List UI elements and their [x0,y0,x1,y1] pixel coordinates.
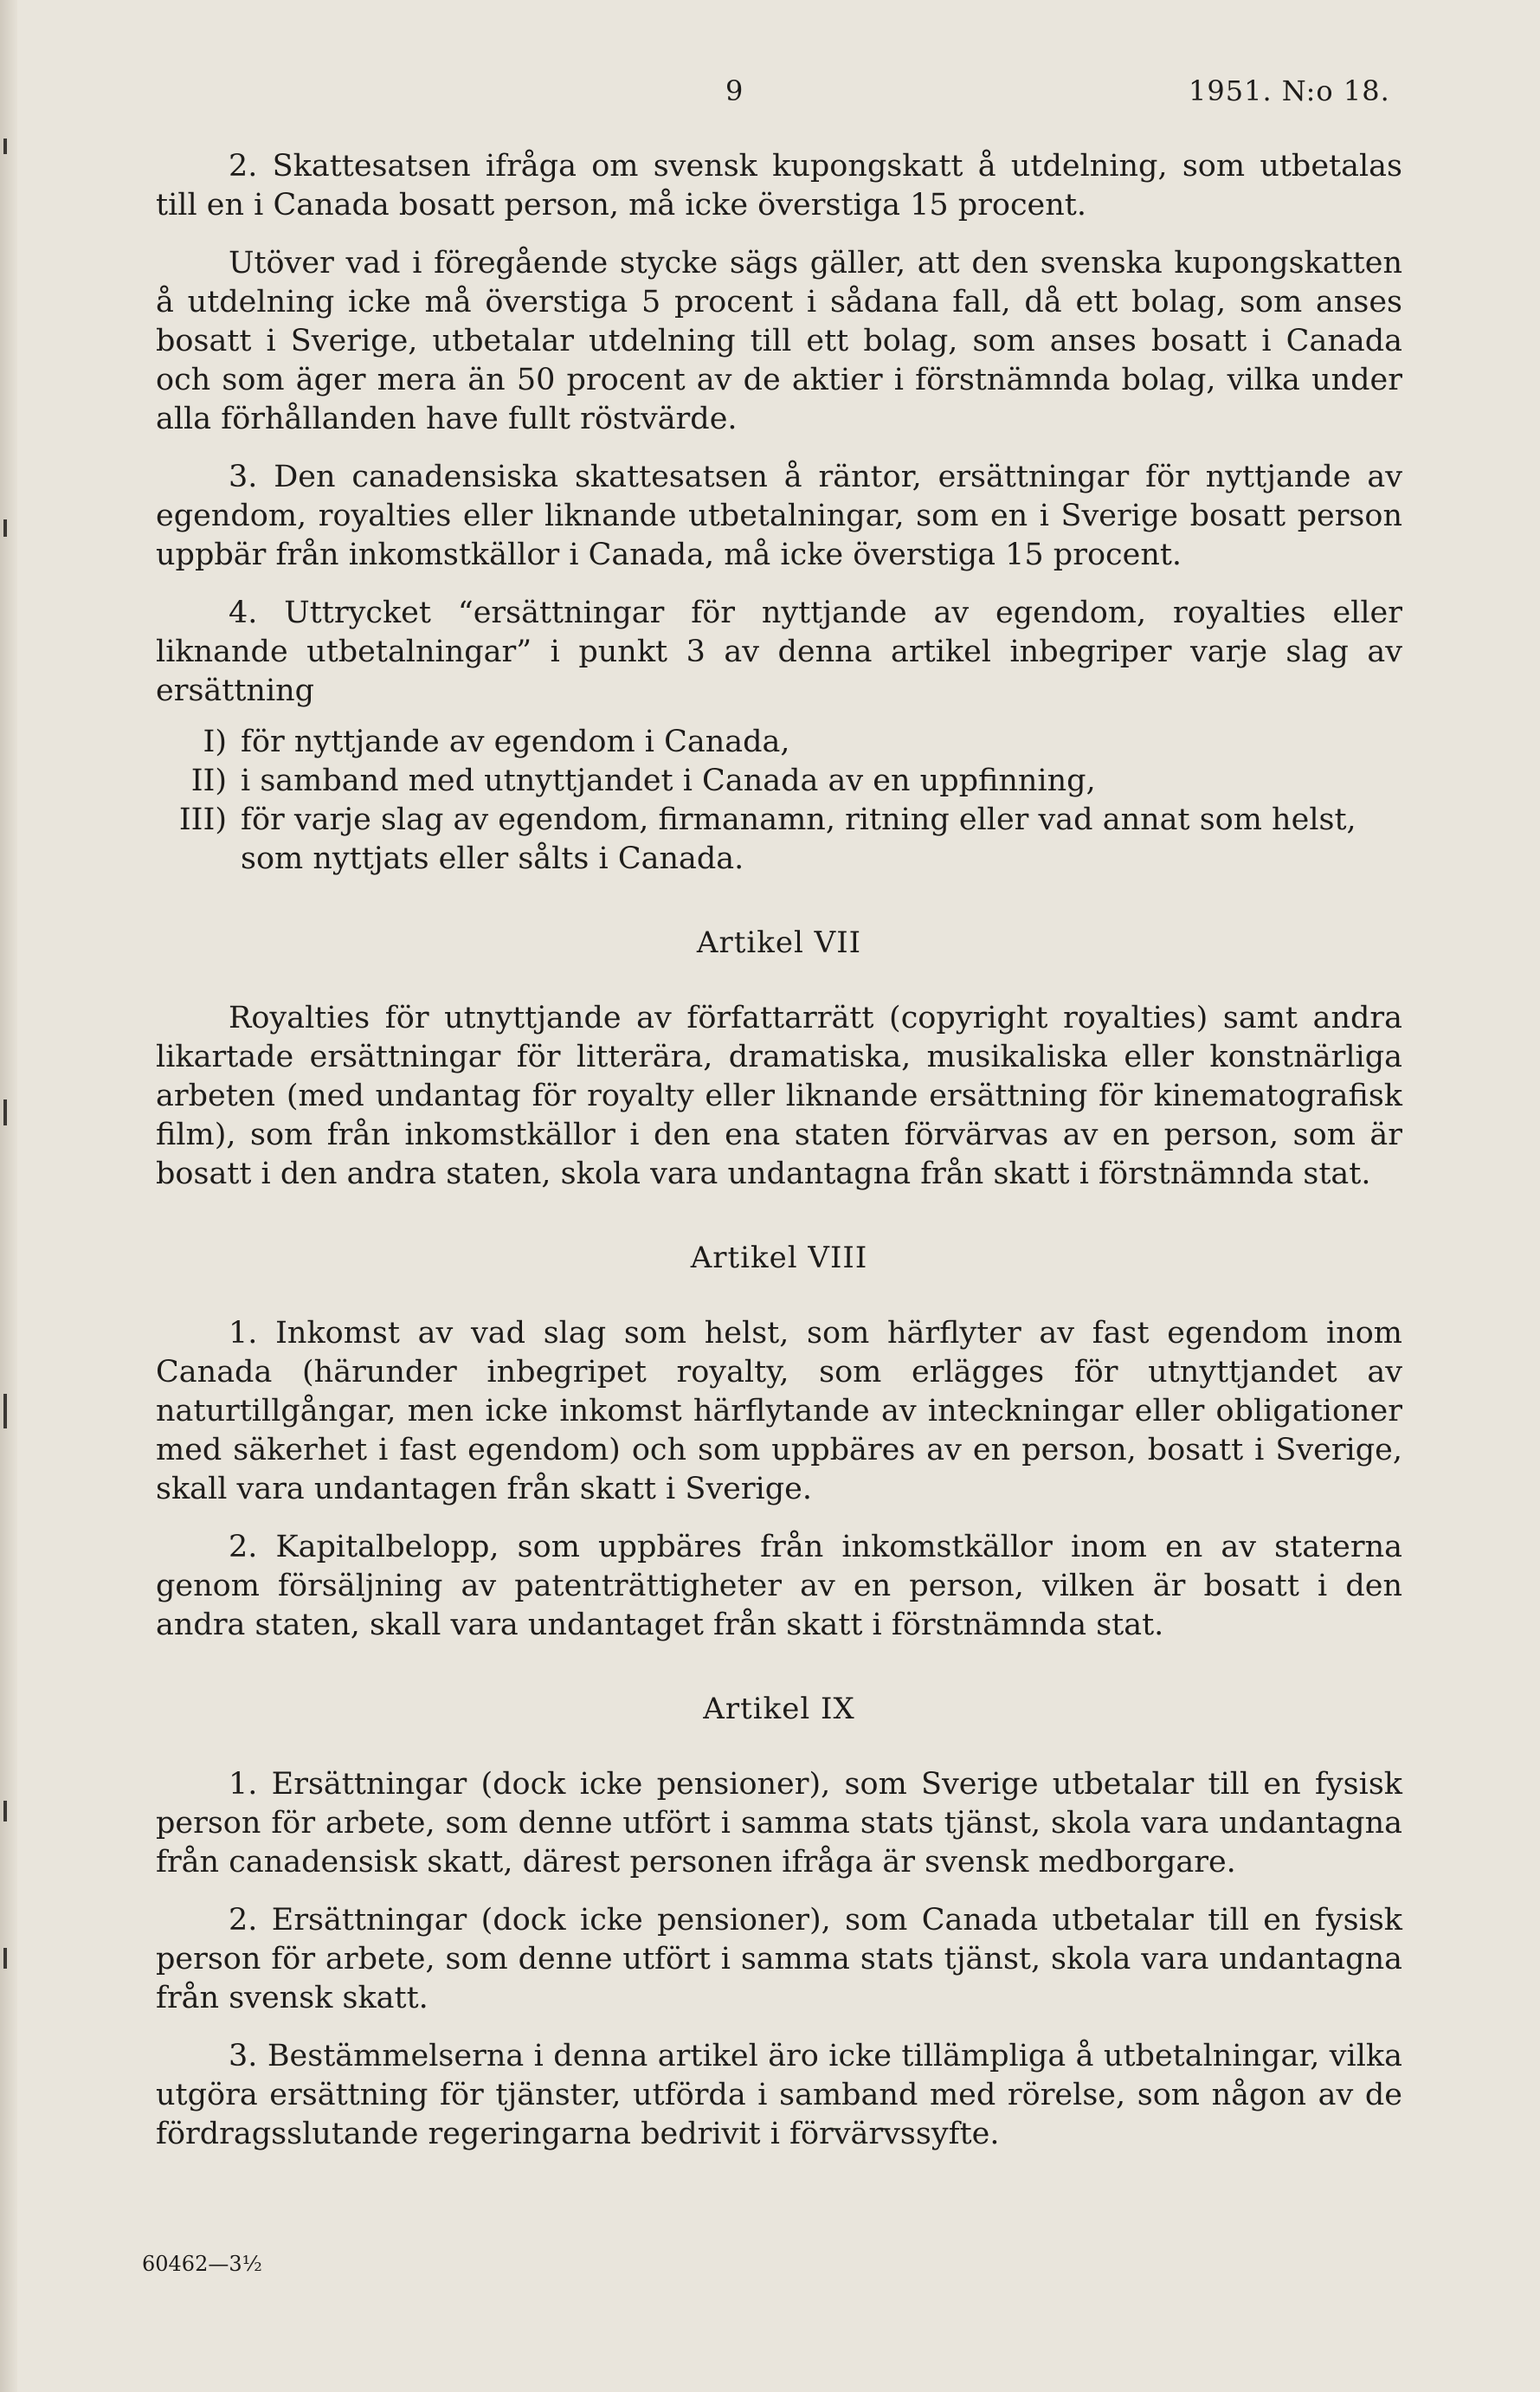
paragraph: 3. Bestämmelserna i denna artikel äro icke tillämpliga å utbetalningar, vilka utgöra ersättning för tjänster, utförda i samband med rörelse, som någon av de fördragsslutande regeringarna bedrivit i förvärvssyfte. [156,2039,1402,2151]
list-item-number: III) [178,803,227,837]
list-item-text: för nyttjande av egendom i Canada, [241,725,790,759]
enumerated-list [156,723,1402,879]
list-item [156,723,1402,762]
list-item-number: II) [190,764,227,798]
paragraph: 4. Uttrycket “ersättningar för nyttjande av egendom, royalties eller liknande utbetalningar” i punkt 3 av denna artikel inbegriper varje slag av ersättning [156,596,1402,708]
list-item-text: för varje slag av egendom, firmanamn, ritning eller vad annat som helst, som nyttjats eller sålts i Canada. [241,803,1356,876]
binding-edge [0,0,17,2392]
page-number: 9 [725,74,744,107]
list-item [156,762,1402,801]
edge-mark [3,1801,7,1821]
paragraph: 3. Den canadensiska skattesatsen å räntor, ersättningar för nyttjande av egendom, royalties eller liknande utbetalningar, som en i Sverige bosatt person uppbär från inkomstkällor i Canada, må icke överstiga 15 procent. [156,460,1402,572]
list-item-text: i samband med utnyttjandet i Canada av en uppfinning, [241,764,1096,798]
article-heading: Artikel VIII [690,1241,868,1275]
edge-mark [3,1099,7,1125]
paragraph: 2. Skattesatsen ifråga om svensk kupongskatt å utdelning, som utbetalas till en i Canada bosatt person, må icke överstiga 15 procent. [156,149,1402,222]
page-header [0,74,1540,118]
paragraph: Utöver vad i föregående stycke sägs gäller, att den svenska kupongskatten å utdelning icke må överstiga 5 procent i sådana fall, då ett bolag, som anses bosatt i Sverige, utbetalar utdelning till ett bolag, som anses bosatt i Canada och som äger mera än 50 procent av de aktier i förstnämnda bolag, vilka under alla förhållanden have fullt röstvärde. [156,246,1402,436]
paragraph: Royalties för utnyttjande av författarrätt (copyright royalties) samt andra likartade ersättningar för litterära, dramatiska, musikaliska eller konstnärliga arbeten (med undantag för royalty eller liknande ersättning för kinematografisk film), som från inkomstkällor i den ena staten förvärvas av en person, som är bosatt i den andra staten, skola vara undantagna från skatt i förstnämnda stat. [156,1001,1402,1191]
article-heading: Artikel VII [696,925,862,960]
paragraph: 1. Ersättningar (dock icke pensioner), som Sverige utbetalar till en fysisk person för arbete, som denne utfört i samma stats tjänst, skola vara undantagna från canadensisk skatt, därest personen ifråga är svensk medborgare. [156,1767,1402,1879]
list-item [156,801,1402,879]
edge-mark [3,139,7,154]
print-code: 60462—3½ [142,2252,262,2276]
list-item-number: I) [203,725,227,759]
page-body [156,147,1402,2173]
paragraph: 1. Inkomst av vad slag som helst, som härflyter av fast egendom inom Canada (härunder inbegripet royalty, som erlägges för utnyttjandet av naturtillgångar, men icke inkomst härflytande av inteckningar eller obligationer med säkerhet i fast egendom) och som uppbäres av en person, bosatt i Sverige, skall vara undantagen från skatt i Sverige. [156,1316,1402,1506]
edge-mark [3,1394,7,1428]
paragraph: 2. Kapitalbelopp, som uppbäres från inkomstkällor inom en av staterna genom försäljning av patenträttigheter av en person, vilken är bosatt i den andra staten, skall vara undantaget från skatt i förstnämnda stat. [156,1530,1402,1642]
paragraph: 2. Ersättningar (dock icke pensioner), som Canada utbetalar till en fysisk person för arbete, som denne utfört i samma stats tjänst, skola vara undantagna från svensk skatt. [156,1903,1402,2015]
statute-number: 1951. N:o 18. [1189,74,1390,107]
article-heading: Artikel IX [703,1692,855,1726]
edge-mark [3,519,7,537]
edge-mark [3,1948,7,1969]
